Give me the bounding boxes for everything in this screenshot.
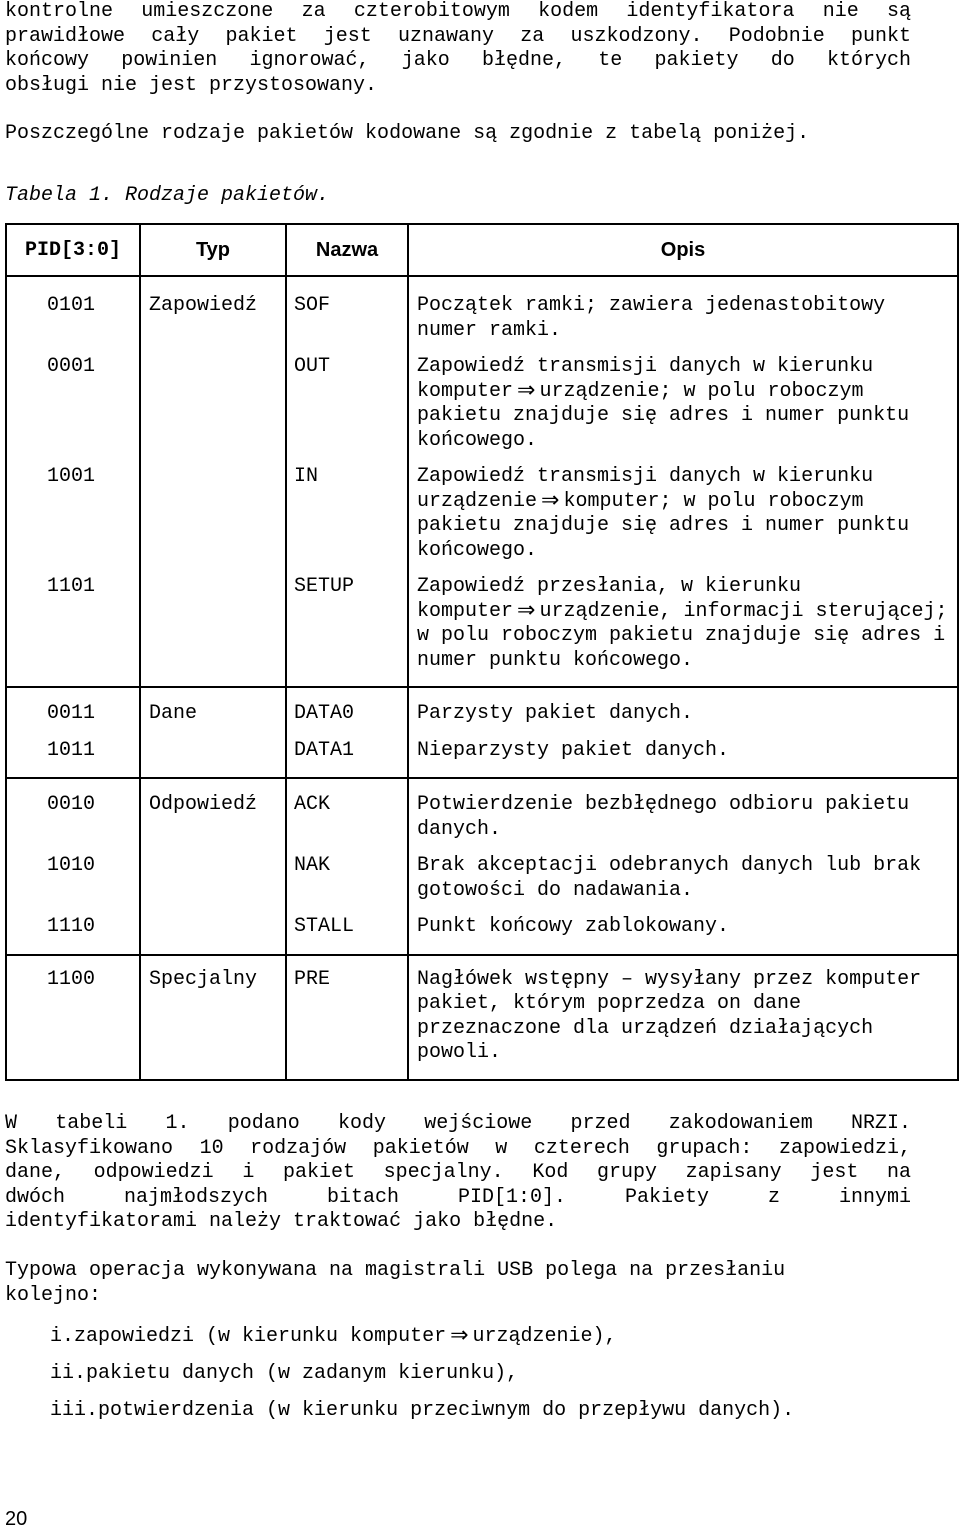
type-cell <box>140 453 286 563</box>
name-cell: SETUP <box>286 563 408 687</box>
description-cell <box>408 343 958 453</box>
type-cell: Dane <box>140 687 286 727</box>
description-cell: Nieparzysty pakiet danych. <box>408 727 958 779</box>
pid-cell: 1101 <box>6 563 140 687</box>
description-cell: Parzysty pakiet danych. <box>408 687 958 727</box>
description-cell <box>408 563 958 687</box>
type-cell <box>140 842 286 903</box>
table-row <box>6 903 958 955</box>
pid-cell: 0001 <box>6 343 140 453</box>
type-cell <box>140 727 286 779</box>
description-cell: Początek ramki; zawiera jedenastobitowy numer ramki. <box>408 276 958 343</box>
right-double-arrow-icon: ⇒ <box>517 597 536 623</box>
intro-paragraph-2 <box>5 122 911 147</box>
list-item <box>50 1398 794 1424</box>
text-line: Poszczególne rodzaje pakietów kodowane są zgodnie z tabelą poniżej. <box>5 122 810 145</box>
text-line: W tabeli 1. podano kody wejściowe przed zakodowaniem NRZI. <box>5 1112 911 1135</box>
name-cell: SOF <box>286 276 408 343</box>
page-number: 20 <box>5 1508 28 1530</box>
table-row <box>6 778 958 842</box>
right-double-arrow-icon: ⇒ <box>541 487 560 513</box>
table-row <box>6 842 958 903</box>
right-double-arrow-icon: ⇒ <box>517 377 536 403</box>
description-cell <box>408 453 958 563</box>
type-cell: Odpowiedź <box>140 778 286 842</box>
text-line: końcowy powinien ignorować, jako błędne, te pakiety do których <box>5 49 911 72</box>
body-paragraph-2 <box>5 1259 911 1308</box>
table-row <box>6 955 958 1080</box>
pid-cell: 1001 <box>6 453 140 563</box>
table-row <box>6 687 958 727</box>
name-cell: PRE <box>286 955 408 1080</box>
table-caption: Tabela 1. Rodzaje pakietów. <box>5 184 330 207</box>
description-text: komputer; w polu roboczym pakietu znajduje się adres i numer punktu końcowego. <box>417 489 910 562</box>
list-text: pakietu danych (w zadanym kierunku), <box>86 1362 519 1385</box>
right-double-arrow-icon: ⇒ <box>450 1323 469 1348</box>
description-cell: Punkt końcowy zablokowany. <box>408 903 958 955</box>
name-cell: DATA1 <box>286 727 408 779</box>
text-line: kolejno: <box>5 1283 102 1307</box>
column-header-description: Opis <box>408 224 958 276</box>
list-text: urządzenie), <box>472 1325 617 1348</box>
name-cell: OUT <box>286 343 408 453</box>
list-marker: i. <box>50 1325 75 1348</box>
type-cell: Specjalny <box>140 955 286 1080</box>
description-text: Zapowiedź transmisji danych w kierunku urządzenie <box>417 465 874 513</box>
name-cell: IN <box>286 453 408 563</box>
list-marker: ii. <box>50 1362 87 1385</box>
description-cell: Brak akceptacji odebranych danych lub brak gotowości do nadawania. <box>408 842 958 903</box>
text-line: Typowa operacja wykonywana na magistrali USB polega na przesłaniu <box>5 1259 786 1282</box>
table-row <box>6 563 958 687</box>
list-item <box>50 1361 518 1387</box>
pid-cell: 1110 <box>6 903 140 955</box>
description-cell: Nagłówek wstępny – wysyłany przez komputer pakiet, którym poprzedza on dane przeznaczone dla urządzeń działających powoli. <box>408 955 958 1080</box>
table-row <box>6 727 958 779</box>
text-line: dane, odpowiedzi i pakiet specjalny. Kod grupy zapisany jest na <box>5 1161 911 1184</box>
column-header-type: Typ <box>140 224 286 276</box>
text-line: kontrolne umieszczone za czterobitowym kodem identyfikatora nie są <box>5 0 911 23</box>
name-cell: ACK <box>286 778 408 842</box>
pid-cell: 0010 <box>6 778 140 842</box>
pid-cell: 0101 <box>6 276 140 343</box>
packet-types-table <box>5 223 959 1081</box>
table-row <box>6 453 958 563</box>
text-line: identyfikatorami należy traktować jako błędne. <box>5 1210 558 1233</box>
description-text: urządzenie, informacji sterującej; w polu roboczym pakietu znajduje się adres i numer punktu końcowego. <box>417 599 948 672</box>
type-cell: Zapowiedź <box>140 276 286 343</box>
description-cell: Potwierdzenie bezbłędnego odbioru pakietu danych. <box>408 778 958 842</box>
pid-cell: 0011 <box>6 687 140 727</box>
type-cell <box>140 903 286 955</box>
text-line: dwóch najmłodszych bitach PID[1:0]. Pakiety z innymi <box>5 1185 911 1209</box>
table-header-row <box>6 224 958 276</box>
table-row <box>6 276 958 343</box>
text-line: Sklasyfikowano 10 rodzajów pakietów w czterech grupach: zapowiedzi, <box>5 1136 911 1160</box>
body-paragraph <box>5 1112 911 1235</box>
text-line: obsługi nie jest przystosowany. <box>5 73 378 97</box>
column-header-pid: PID[3:0] <box>6 224 140 276</box>
text-line: prawidłowe cały pakiet jest uznawany za uszkodzony. Podobnie punkt <box>5 24 911 48</box>
name-cell: STALL <box>286 903 408 955</box>
list-text: potwierdzenia (w kierunku przeciwnym do przepływu danych). <box>98 1399 795 1422</box>
pid-cell: 1100 <box>6 955 140 1080</box>
type-cell <box>140 343 286 453</box>
intro-paragraph <box>5 0 911 98</box>
description-text: Zapowiedź transmisji danych w kierunku komputer <box>417 355 874 403</box>
list-marker: iii. <box>50 1399 99 1422</box>
column-header-name: Nazwa <box>286 224 408 276</box>
description-text: urządzenie; w polu roboczym pakietu znajduje się adres i numer punktu końcowego. <box>417 379 910 452</box>
list-item <box>50 1324 617 1350</box>
name-cell: DATA0 <box>286 687 408 727</box>
type-cell <box>140 563 286 687</box>
description-text: Zapowiedź przesłania, w kierunku komputer <box>417 575 802 623</box>
list-text: zapowiedzi (w kierunku komputer <box>74 1325 447 1348</box>
name-cell: NAK <box>286 842 408 903</box>
table-row <box>6 343 958 453</box>
pid-cell: 1011 <box>6 727 140 779</box>
pid-cell: 1010 <box>6 842 140 903</box>
